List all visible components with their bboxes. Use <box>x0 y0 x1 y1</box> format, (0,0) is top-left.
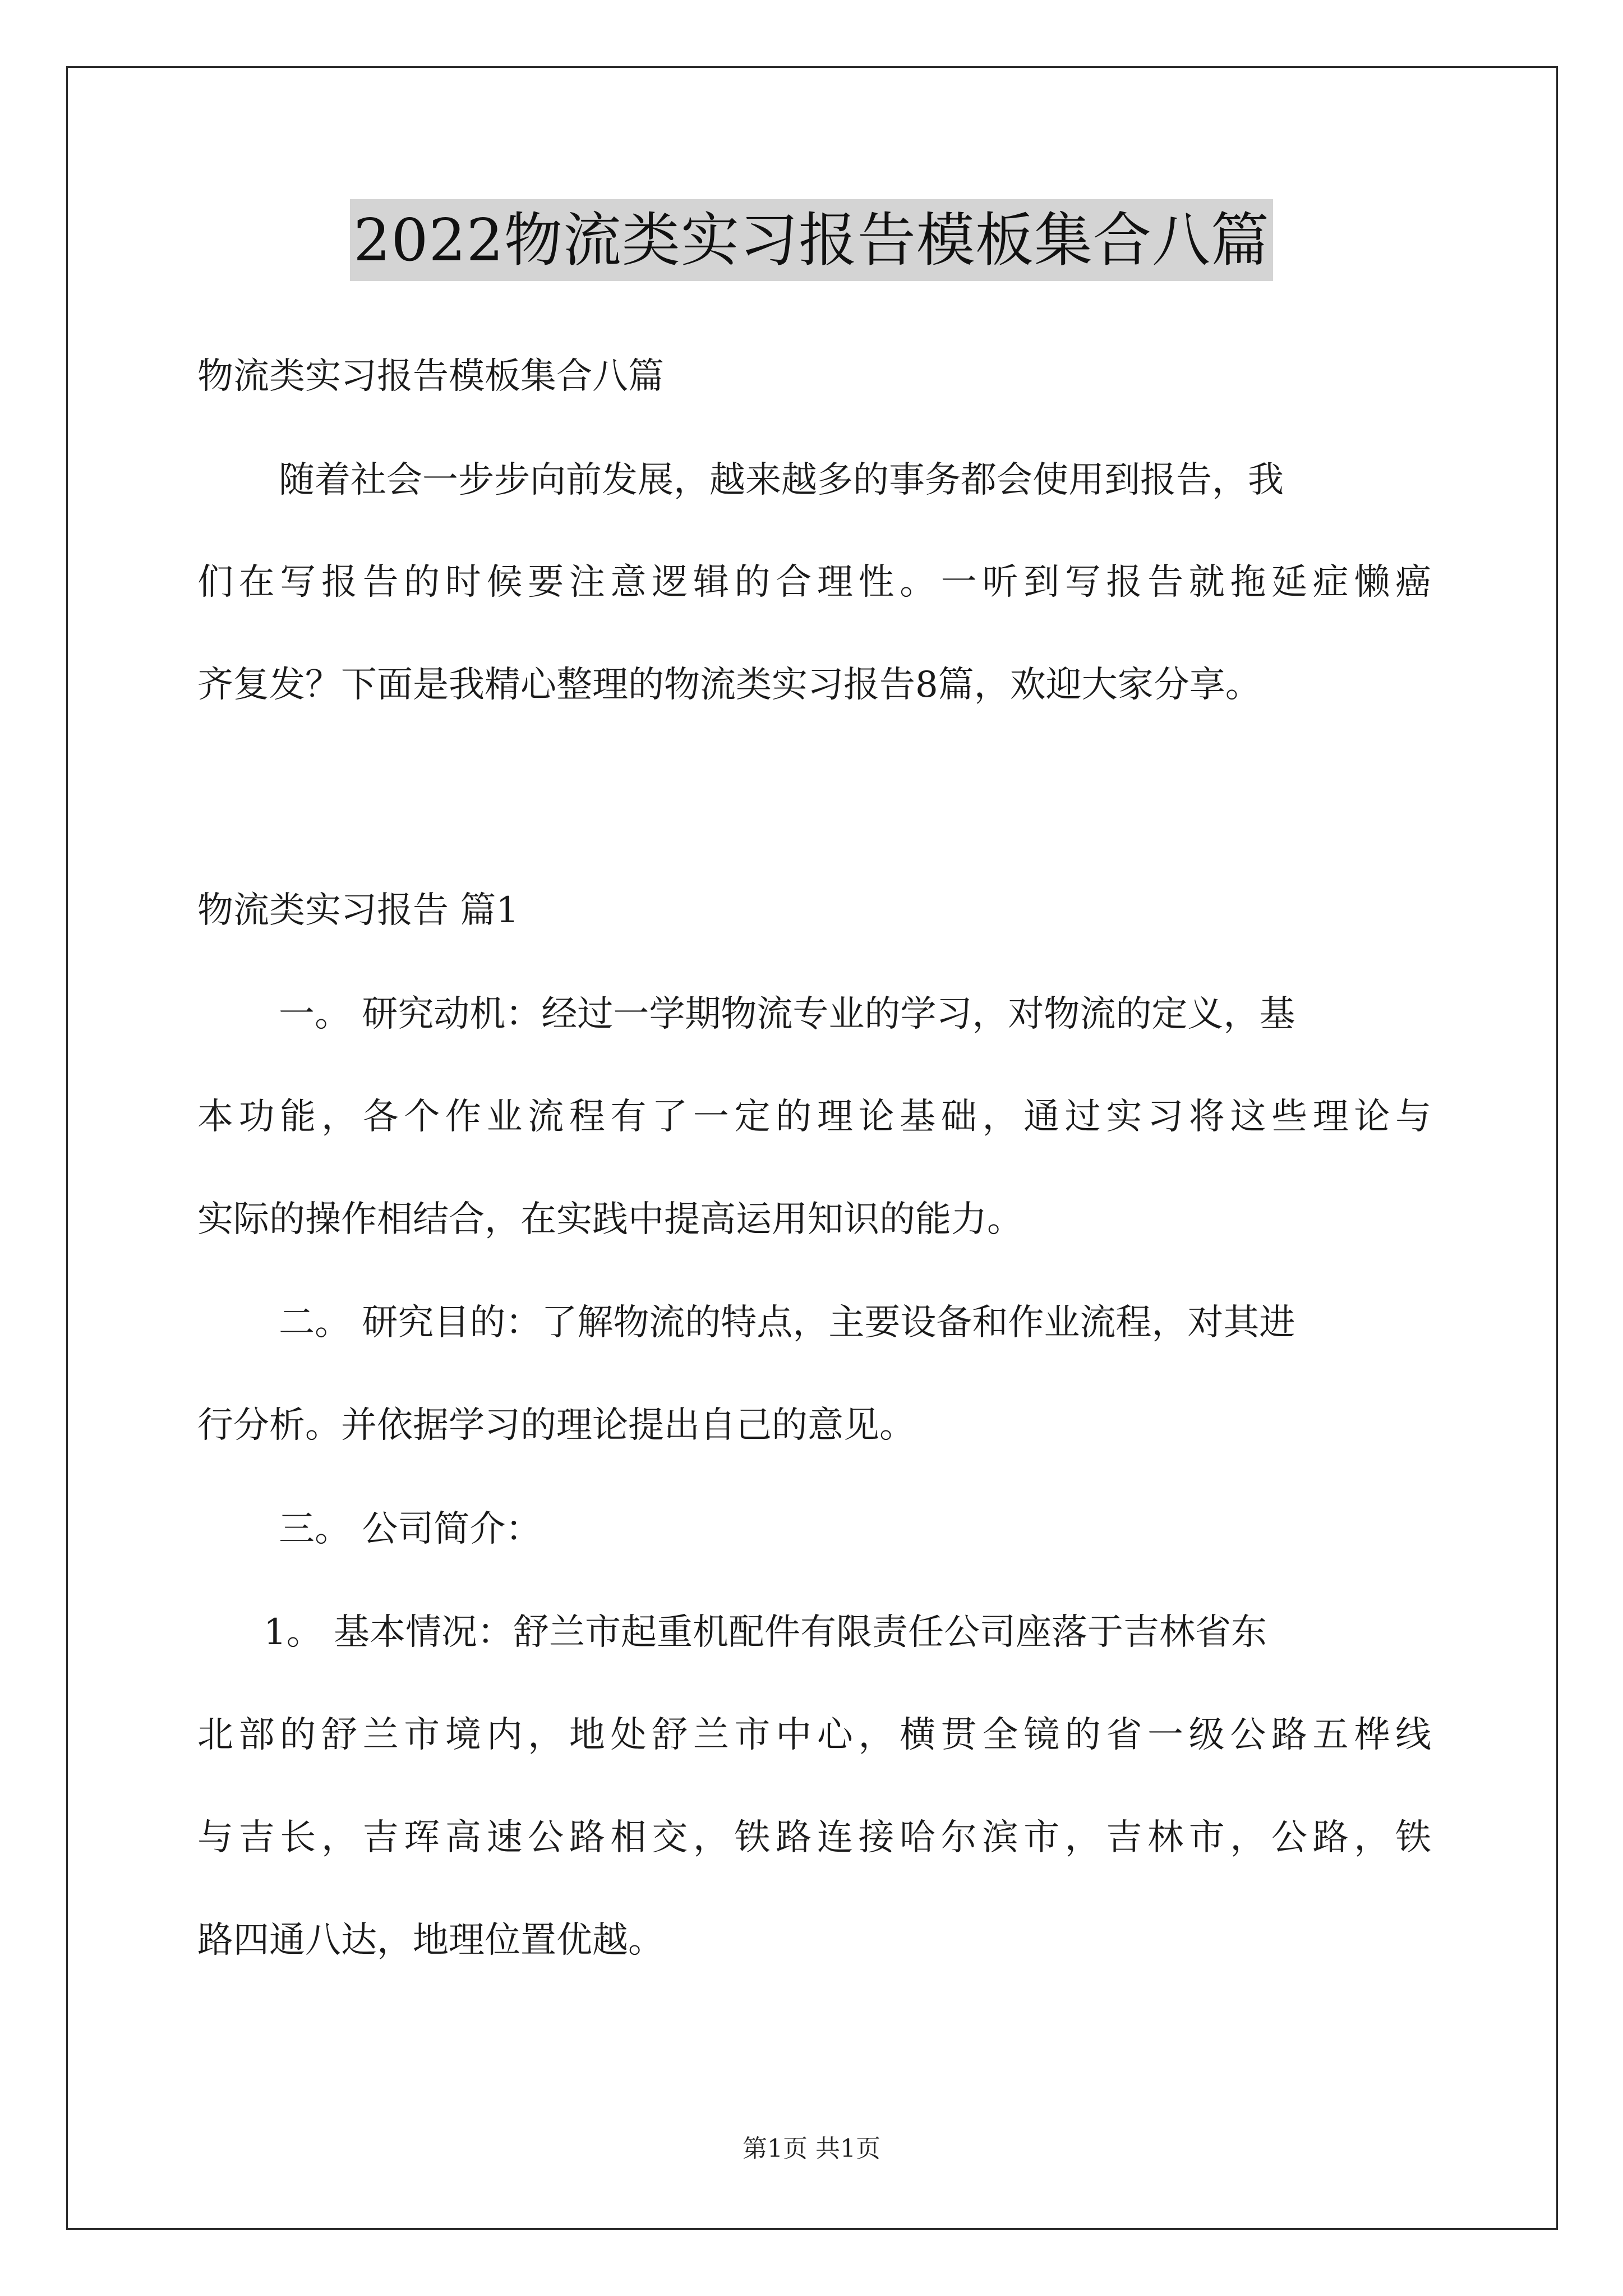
paragraph-purpose-line-1: 二。 研究目的：了解物流的特点，主要设备和作业流程，对其进 <box>279 1302 1295 1343</box>
page-footer: 第1页 共1页 <box>743 2134 880 2163</box>
paragraph-motivation-line-1: 一。 研究动机：经过一学期物流专业的学习，对物流的定义，基 <box>279 993 1295 1035</box>
company-intro-heading: 三。 公司简介： <box>279 1508 542 1550</box>
intro-line-2: 们在写报告的时候要注意逻辑的合理性。一听到写报告就拖延症懒癌 <box>197 562 1431 603</box>
paragraph-basic-line-2: 北部的舒兰市境内，地处舒兰市中心，横贯全镜的省一级公路五桦线 <box>197 1714 1431 1756</box>
paragraph-basic-line-4: 路四通八达，地理位置优越。 <box>197 1920 664 1961</box>
intro-line-3: 齐复发？下面是我精心整理的物流类实习报告8篇，欢迎大家分享。 <box>197 664 1261 706</box>
paragraph-basic-line-3: 与吉长，吉珲高速公路相交，铁路连接哈尔滨市，吉林市，公路，铁 <box>197 1817 1431 1858</box>
section-heading: 物流类实习报告 篇1 <box>197 890 519 931</box>
intro-line-1: 随着社会一步步向前发展，越来越多的事务都会使用到报告，我 <box>279 459 1284 501</box>
title-container <box>0 199 1623 281</box>
paragraph-purpose-line-2: 行分析。并依据学习的理论提出自己的意见。 <box>197 1405 915 1446</box>
paragraph-basic-line-1: 1。 基本情况：舒兰市起重机配件有限责任公司座落于吉林省东 <box>264 1612 1267 1653</box>
document-title: 2022物流类实习报告模板集合八篇 <box>350 199 1273 281</box>
paragraph-motivation-line-3: 实际的操作相结合，在实践中提高运用知识的能力。 <box>197 1199 1023 1240</box>
paragraph-motivation-line-2: 本功能，各个作业流程有了一定的理论基础，通过实习将这些理论与 <box>197 1096 1431 1138</box>
subtitle-line: 物流类实习报告模板集合八篇 <box>197 356 664 397</box>
